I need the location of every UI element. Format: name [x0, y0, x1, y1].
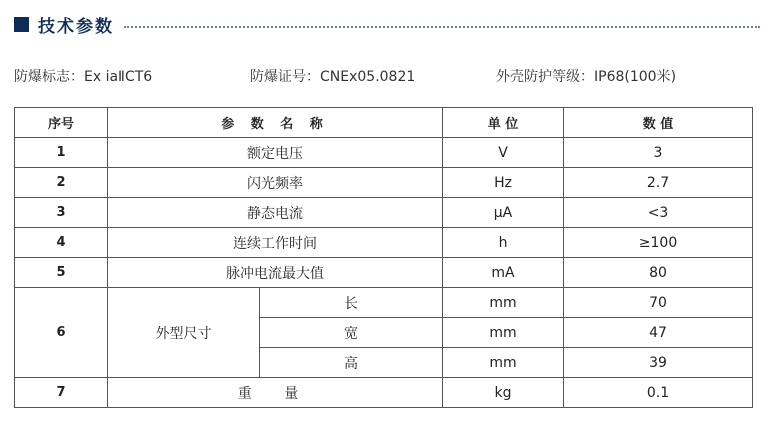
header-value: 数 值	[564, 108, 753, 138]
row-value: 0.1	[564, 378, 753, 408]
row-unit: kg	[443, 378, 564, 408]
explosion-proof-certificate: 防爆证号：CNEx05.0821	[250, 69, 416, 85]
row-unit: Hz	[443, 168, 564, 198]
row-no: 1	[15, 138, 108, 168]
row-no: 5	[15, 258, 108, 288]
table-row	[15, 198, 753, 228]
row-no: 4	[15, 228, 108, 258]
table-row	[15, 228, 753, 258]
header-param: 参 数 名 称	[108, 108, 443, 138]
table-row	[15, 138, 753, 168]
row-value: ≥100	[564, 228, 753, 258]
row-no: 6	[15, 288, 108, 378]
table-header-row	[15, 108, 753, 138]
table-row	[15, 288, 753, 318]
section-title: 技术参数	[38, 16, 114, 37]
enclosure-protection-level: 外壳防护等级：IP68(100米)	[496, 69, 677, 85]
row-unit: mA	[443, 258, 564, 288]
row-value: 80	[564, 258, 753, 288]
certification-info	[14, 66, 760, 86]
row-value: 39	[564, 348, 753, 378]
row-unit: h	[443, 228, 564, 258]
header-square-icon	[14, 17, 29, 32]
row-value: 2.7	[564, 168, 753, 198]
row-no: 2	[15, 168, 108, 198]
explosion-proof-mark: 防爆标志：Ex iaⅡCT6	[14, 69, 153, 85]
row-unit: mm	[443, 288, 564, 318]
table-row	[15, 258, 753, 288]
section-header	[14, 12, 760, 36]
row-value: 70	[564, 288, 753, 318]
table-row	[15, 168, 753, 198]
sub-param: 宽	[260, 318, 443, 348]
row-param: 重 量	[108, 378, 443, 408]
sub-param: 高	[260, 348, 443, 378]
row-unit: mm	[443, 348, 564, 378]
row-param: 外型尺寸	[108, 288, 260, 378]
sub-param: 长	[260, 288, 443, 318]
header-dotted-divider	[124, 26, 760, 28]
row-unit: V	[443, 138, 564, 168]
row-value: 47	[564, 318, 753, 348]
row-value: <3	[564, 198, 753, 228]
row-param: 额定电压	[108, 138, 443, 168]
table-row	[15, 378, 753, 408]
row-param: 静态电流	[108, 198, 443, 228]
row-no: 3	[15, 198, 108, 228]
spec-table	[14, 107, 753, 408]
header-unit: 单 位	[443, 108, 564, 138]
row-param: 闪光频率	[108, 168, 443, 198]
row-param: 连续工作时间	[108, 228, 443, 258]
header-no: 序号	[15, 108, 108, 138]
row-param: 脉冲电流最大值	[108, 258, 443, 288]
row-no: 7	[15, 378, 108, 408]
row-unit: μA	[443, 198, 564, 228]
row-unit: mm	[443, 318, 564, 348]
row-value: 3	[564, 138, 753, 168]
